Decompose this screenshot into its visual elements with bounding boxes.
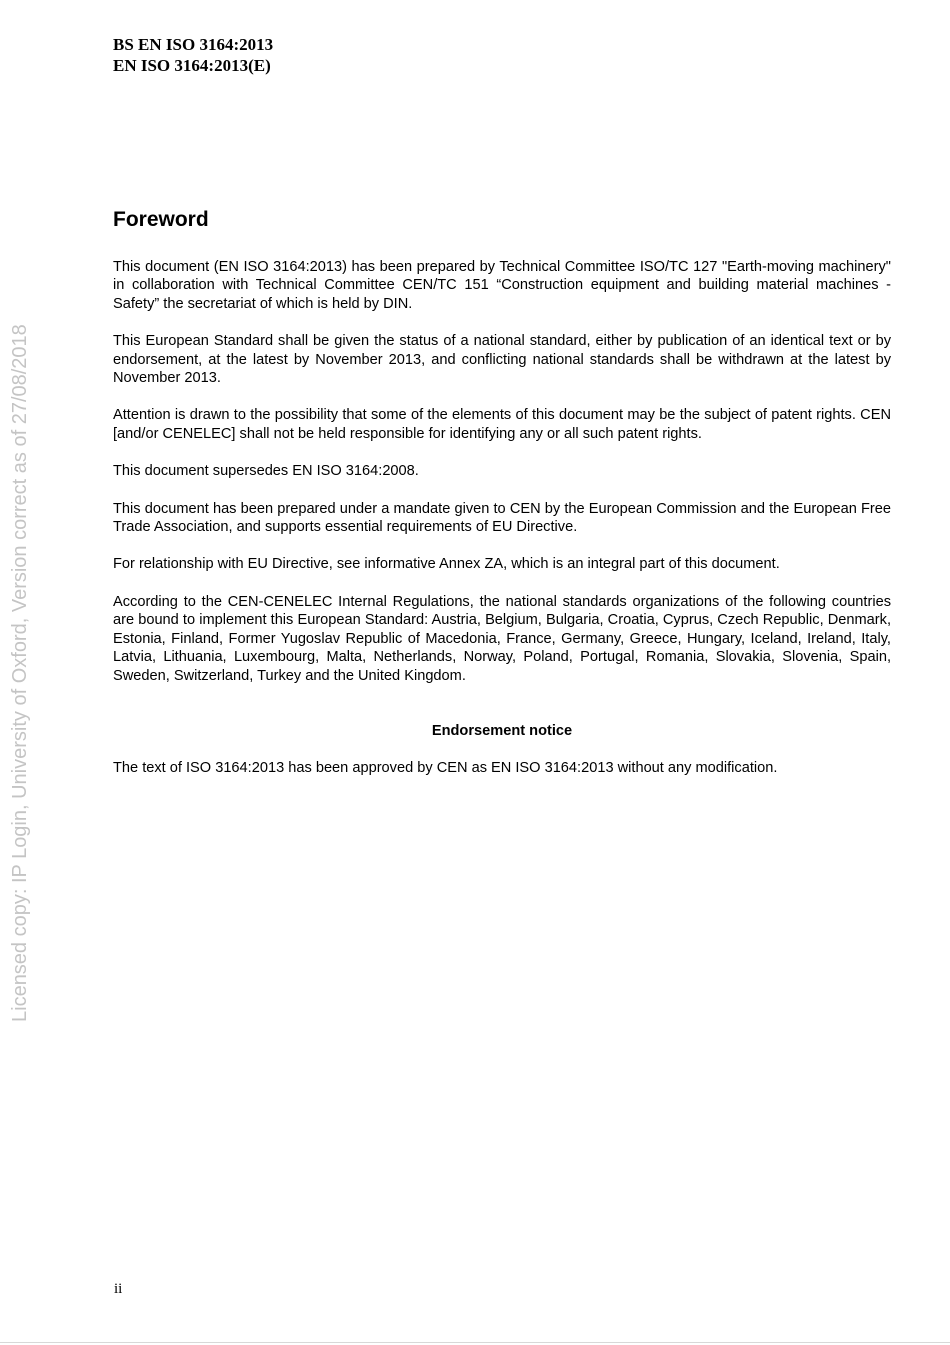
paragraph-countries: According to the CEN-CENELEC Internal Regulations, the national standards organizations of the following countries are bound to implement this European Standard: Austria, Belgium, Bulgaria, Croatia, Cyprus, Czech Republic, Denmark, Estonia, Finland, Former Yugoslav Republic of Macedonia, France, Germany, Greece, Hungary, Iceland, Ireland, Italy, Latvia, Lithuania, Luxembourg, Malta, Netherlands, Norway, Poland, Portugal, Romania, Slovakia, Slovenia, Spain, Sweden, Switzerland, Turkey and the United Kingdom.: [113, 593, 891, 684]
endorsement-notice-heading: Endorsement notice: [431, 722, 573, 739]
paragraph-prepared-by: This document (EN ISO 3164:2013) has been prepared by Technical Committee ISO/TC 127 "Earth-moving machinery" in collaboration with Technical Committee CEN/TC 151 “Construction equipment and building material machines - Safety” the secretariat of which is held by DIN.: [113, 259, 891, 312]
license-watermark: Licensed copy: IP Login, University of Oxford, Version correct as of 27/08/2018: [9, 324, 31, 1022]
page-bottom-divider: [0, 1342, 950, 1343]
paragraph-patent-rights: Attention is drawn to the possibility that some of the elements of this document may be the subject of patent rights. CEN [and/or CENELEC] shall not be held responsible for identifying any or all such patent rights.: [113, 407, 891, 442]
header-standard-en: EN ISO 3164:2013(E): [113, 56, 271, 75]
foreword-body: [113, 258, 891, 797]
page-title: Foreword: [113, 208, 209, 231]
paragraph-mandate: This document has been prepared under a mandate given to CEN by the European Commission and the European Free Trade Association, and supports essential requirements of EU Directive.: [113, 500, 891, 536]
document-header: [113, 34, 273, 76]
page-number: ii: [114, 1281, 123, 1297]
paragraph-eu-directive: For relationship with EU Directive, see informative Annex ZA, which is an integral part of this document.: [113, 556, 780, 573]
header-standard-bs: BS EN ISO 3164:2013: [113, 35, 274, 54]
endorsement-notice-text: The text of ISO 3164:2013 has been approved by CEN as EN ISO 3164:2013 without any modification.: [113, 760, 778, 777]
paragraph-supersedes: This document supersedes EN ISO 3164:2008.: [113, 463, 419, 480]
paragraph-national-status: This European Standard shall be given the status of a national standard, either by publication of an identical text or by endorsement, at the latest by November 2013, and conflicting national standards shall be withdrawn at the latest by November 2013.: [113, 333, 891, 387]
